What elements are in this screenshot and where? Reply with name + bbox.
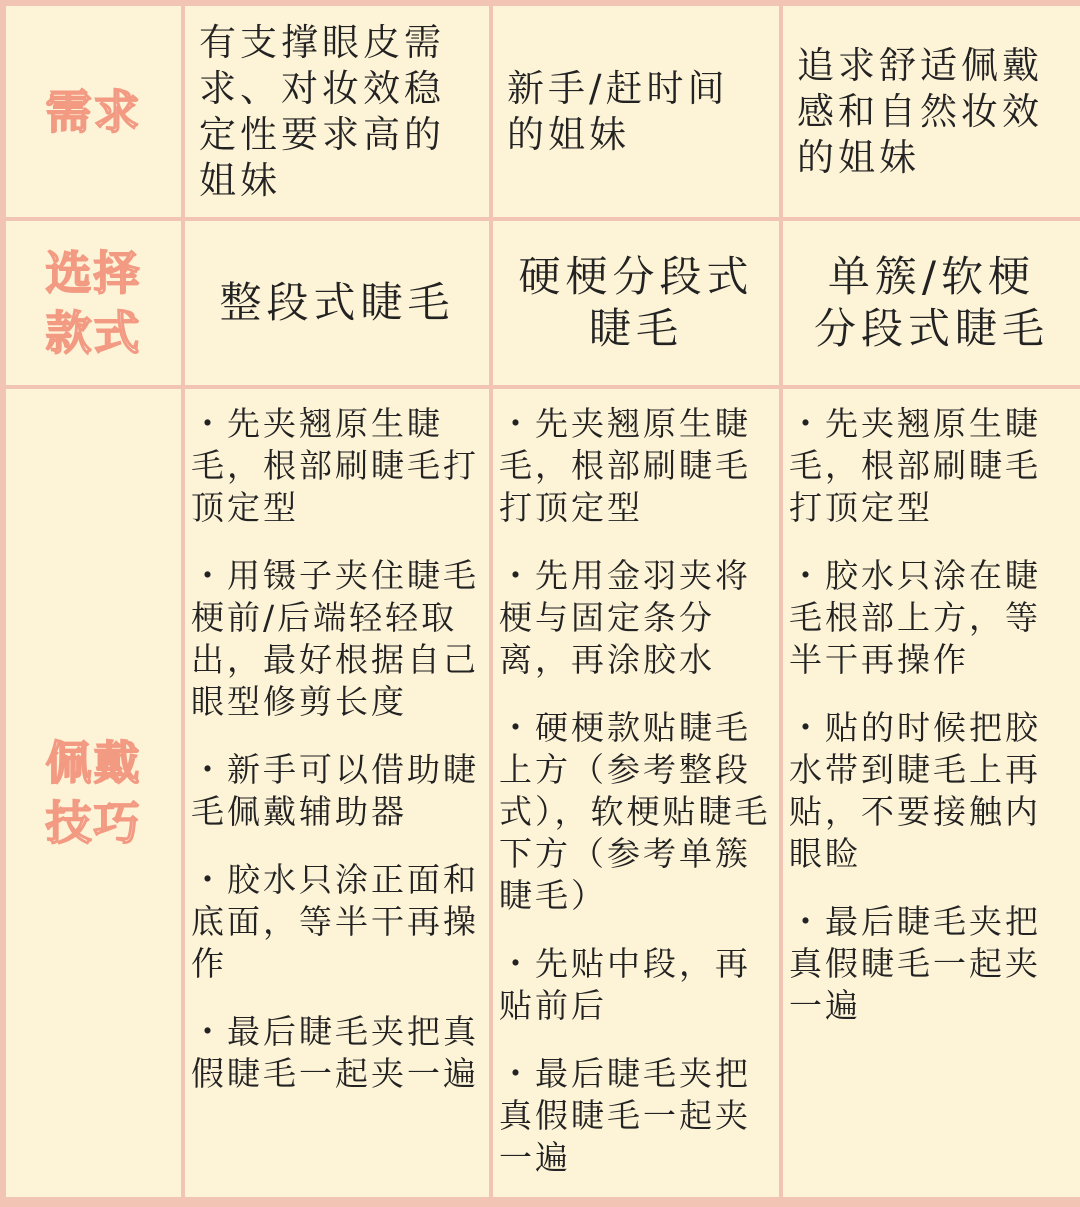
tips-cell-single-cluster <box>783 389 1080 1197</box>
tip-item: ・用镊子夹住睫毛梗前/后端轻轻取出，最好根据自己眼型修剪长度 <box>191 556 479 721</box>
style-text: 硬梗分段式 睫毛 <box>518 252 754 353</box>
row-label-need <box>6 6 181 217</box>
tip-item: ・先用金羽夹将梗与固定条分离，再涂胶水 <box>499 556 751 679</box>
row-label-tips <box>6 389 181 1197</box>
style-text: 整段式睫毛 <box>219 278 455 327</box>
row-label-style-text: 选择 款式 <box>45 246 142 360</box>
tip-item: ・最后睫毛夹把真假睫毛一起夹一遍 <box>499 1054 751 1177</box>
need-text: 新手/赶时间的姐妹 <box>507 66 729 156</box>
need-text: 追求舒适佩戴感和自然妆效的姐妹 <box>797 43 1043 179</box>
tip-item: ・先贴中段，再贴前后 <box>499 944 751 1025</box>
tip-item: ・最后睫毛夹把真假睫毛一起夹一遍 <box>789 902 1041 1025</box>
tip-item: ・最后睫毛夹把真假睫毛一起夹一遍 <box>191 1012 479 1093</box>
row-label-tips-text: 佩戴 技巧 <box>45 736 142 850</box>
row-label-style <box>6 221 181 385</box>
tip-item: ・先夹翘原生睫毛，根部刷睫毛打顶定型 <box>789 404 1041 527</box>
tip-item: ・胶水只涂在睫毛根部上方，等半干再操作 <box>789 556 1041 679</box>
need-text: 有支撑眼皮需求、对妆效稳定性要求高的姐妹 <box>199 20 445 202</box>
style-text: 单簇/软梗 分段式睫毛 <box>813 252 1049 353</box>
tip-item: ・新手可以借助睫毛佩戴辅助器 <box>191 750 479 831</box>
tip-item: ・先夹翘原生睫毛，根部刷睫毛打顶定型 <box>191 404 479 527</box>
need-cell-full-strip <box>185 6 489 217</box>
lash-guide-table <box>6 6 1074 1201</box>
style-cell-single-cluster <box>783 221 1080 385</box>
tip-item: ・贴的时候把胶水带到睫毛上再贴，不要接触内眼睑 <box>789 708 1041 873</box>
tip-item: ・先夹翘原生睫毛，根部刷睫毛打顶定型 <box>499 404 751 527</box>
tip-item: ・硬梗款贴睫毛上方（参考整段式），软梗贴睫毛下方（参考单簇睫毛） <box>499 708 771 915</box>
style-cell-full-strip <box>185 221 489 385</box>
row-label-need-text: 需求 <box>45 84 142 139</box>
tip-item: ・胶水只涂正面和底面，等半干再操作 <box>191 860 479 983</box>
style-cell-hard-segment <box>493 221 779 385</box>
tips-cell-full-strip <box>185 389 489 1197</box>
need-cell-hard-segment <box>493 6 779 217</box>
need-cell-single-cluster <box>783 6 1080 217</box>
tips-cell-hard-segment <box>493 389 779 1197</box>
